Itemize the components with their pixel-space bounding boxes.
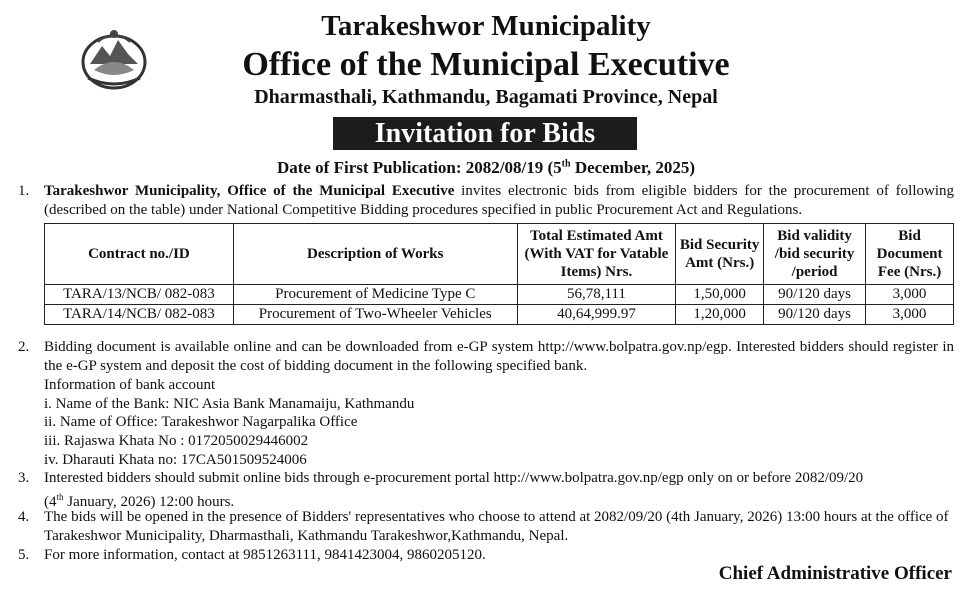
cell-validity: 90/120 days — [764, 305, 866, 325]
item-number: 2. — [18, 339, 30, 355]
item-4-text: The bids will be opened in the presence of Bidders' representatives who choose to attend at 2082/09/20 (4th January, 2026) 13:00 hours at the office of Tarakeshwor Municipality, Dharmasthali, Kathmandu Tarakeshwor,Kathmandu, Nepal. — [44, 509, 949, 544]
item-1-text: Tarakeshwor Municipality, Office of the Municipal Executive invites electronic bids from eligible bidders for the procurement of following (described on the table) under National Competitive Bidding procedures specified in public Procurement Act and Regulations. — [44, 183, 954, 218]
bank-line: iv. Dharauti Khata no: 17CA501509524006 — [44, 452, 307, 468]
org-name: Tarakeshwor Municipality — [321, 10, 651, 42]
cell-fee: 3,000 — [866, 305, 954, 325]
cell-fee: 3,000 — [866, 285, 954, 305]
bids-table — [44, 223, 954, 325]
item-number: 1. — [18, 183, 30, 199]
address: Dharmasthali, Kathmandu, Bagamati Province, Nepal — [254, 86, 718, 108]
bank-line: ii. Name of Office: Tarakeshwor Nagarpalika Office — [44, 414, 358, 430]
cell-description: Procurement of Medicine Type C — [233, 285, 517, 305]
item-3-deadline: (4th January, 2026) 12:00 hours. — [44, 492, 235, 510]
item-number: 3. — [18, 470, 30, 486]
item-5-text: For more information, contact at 9851263111, 9841423004, 9860205120. — [44, 547, 486, 563]
notice-title: Invitation for Bids — [333, 117, 637, 150]
cell-contract: TARA/13/NCB/ 082-083 — [45, 285, 234, 305]
cell-amount: 56,78,111 — [517, 285, 676, 305]
item-number: 5. — [18, 547, 30, 563]
cell-validity: 90/120 days — [764, 285, 866, 305]
col-description: Description of Works — [233, 224, 517, 285]
cell-security: 1,50,000 — [676, 285, 764, 305]
cell-contract: TARA/14/NCB/ 082-083 — [45, 305, 234, 325]
cell-description: Procurement of Two-Wheeler Vehicles — [233, 305, 517, 325]
item-2-text: Bidding document is available online and can be downloaded from e-GP system http://www.bolpatra.gov.np/egp. Interested bidders should register in the e-GP system and deposit the cost of bidding document in the following specified bank. — [44, 339, 954, 374]
table-header-row — [45, 224, 954, 285]
signature: Chief Administrative Officer — [718, 563, 952, 584]
table-row — [45, 305, 954, 325]
cell-security: 1,20,000 — [676, 305, 764, 325]
item-3-text: Interested bidders should submit online bids through e-procurement portal http://www.bolpatra.gov.np/egp only on or before 2082/09/20 — [44, 470, 864, 486]
col-amount: Total Estimated Amt (With VAT for Vatable Items) Nrs. — [517, 224, 676, 285]
publication-date: Date of First Publication: 2082/08/19 (5th December, 2025) — [276, 158, 696, 177]
col-contract: Contract no./ID — [45, 224, 234, 285]
office-name: Office of the Municipal Executive — [242, 46, 730, 83]
bank-line: i. Name of the Bank: NIC Asia Bank Manamaiju, Kathmandu — [44, 396, 415, 412]
table-row — [45, 285, 954, 305]
col-fee: Bid Document Fee (Nrs.) — [866, 224, 954, 285]
col-validity: Bid validity /bid security /period — [764, 224, 866, 285]
col-security: Bid Security Amt (Nrs.) — [676, 224, 764, 285]
item-number: 4. — [18, 509, 30, 525]
bank-heading: Information of bank account — [44, 377, 216, 393]
cell-amount: 40,64,999.97 — [517, 305, 676, 325]
bank-line: iii. Rajaswa Khata No : 0172050029446002 — [44, 433, 309, 449]
